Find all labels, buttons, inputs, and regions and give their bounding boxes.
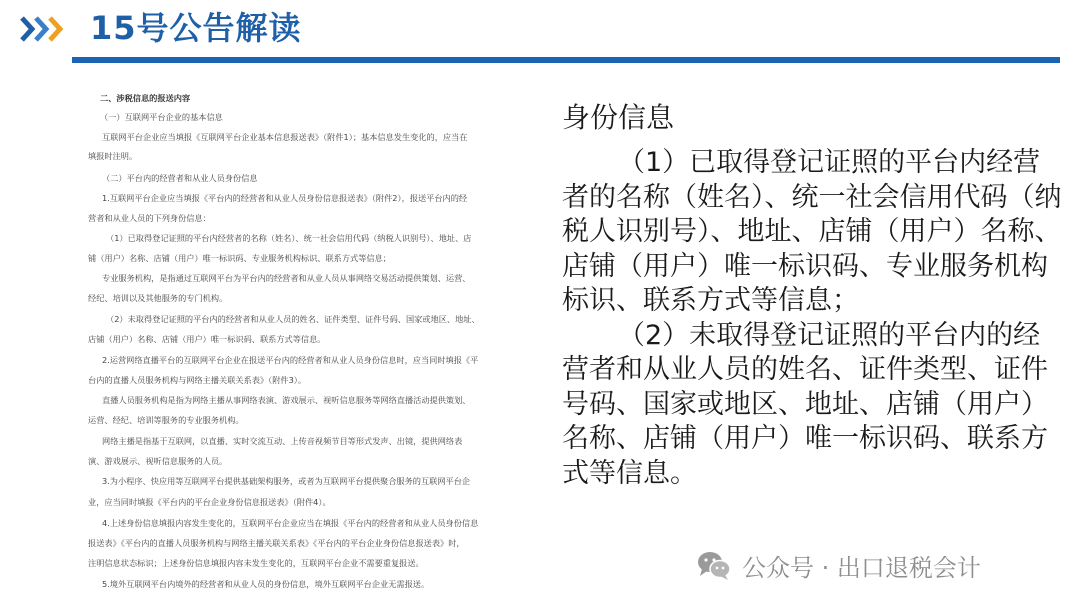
doc-line: 填报时注明。 [88,151,138,161]
doc-line: 台内的直播人员服务机构与网络主播关联关系表》（附件3）。 [88,375,307,385]
doc-line: 经纪、培训以及其他服务的专门机构。 [88,293,228,303]
doc-line: 店铺（用户）名称、店铺（用户）唯一标识码、联系方式等信息。 [88,334,326,344]
summary-panel [562,96,1062,491]
doc-line: 二、涉税信息的报送内容 [100,93,191,103]
doc-line: 网络主播是指基于互联网，以直播、实时交流互动、上传音视频节目等形式发声、出镜，提供网络表 [102,436,463,446]
wechat-icon [696,549,732,581]
doc-line: （1）已取得登记证照的平台内经营者的名称（姓名）、统一社会信用代码（纳税人识别号）、地址、店 [106,233,472,243]
doc-line: 2.运营网络直播平台的互联网平台企业在报送平台内的经营者和从业人员身份信息时，应当同时填报《平 [102,355,479,365]
watermark-text: 公众号 · 出口退税会计 [742,553,981,582]
watermark [696,545,981,585]
title-divider [72,57,1060,63]
summary-paragraph-2: （2）未取得登记证照的平台内的经营者和从业人员的姓名、证件类型、证件号码、国家或地区、地址、店铺（用户）名称、店铺（用户）唯一标识码、联系方式等信息。 [562,319,1048,489]
doc-line: （2）未取得登记证照的平台内的经营者和从业人员的姓名、证件类型、证件号码、国家或地区、地址、 [106,314,480,324]
doc-line: 5.境外互联网平台内境外的经营者和从业人员的身份信息，境外互联网平台企业无需报送。 [102,579,430,589]
doc-line: 4.上述身份信息填报内容发生变化的，互联网平台企业应当在填报《平台内的经营者和从业人员身份信息 [102,518,479,528]
doc-line: 3.为小程序、快应用等互联网平台提供基础架构服务，或者为互联网平台提供聚合服务的互联网平台企 [102,476,471,486]
document-excerpt [88,92,528,597]
doc-line: 1.互联网平台企业应当填报《平台内的经营者和从业人员身份信息报送表》（附件2），报送平台内的经 [102,193,468,203]
doc-line: 互联网平台企业应当填报《互联网平台企业基本信息报送表》（附件1）；基本信息发生变化的，应当在 [102,132,468,142]
doc-line: 营者和从业人员的下列身份信息： [88,213,211,223]
doc-line: 业，应当同时填报《平台内的平台企业身份信息报送表》（附件4）。 [88,497,331,507]
page-title: 15号公告解读 [90,9,302,47]
doc-line: 演、游戏展示、视听信息服务的人员。 [88,456,228,466]
doc-line: 专业服务机构，是指通过互联网平台为平台内的经营者和从业人员从事网络交易活动提供策划、运营、 [102,273,471,283]
doc-line: 直播人员服务机构是指为网络主播从事网络表演、游戏展示、视听信息服务等网络直播活动提供策划、 [102,395,471,405]
doc-line: （一）互联网平台企业的基本信息 [100,112,223,122]
doc-line: 注明信息状态标识；上述身份信息填报内容未发生变化的，互联网平台企业不需要重复报送。 [88,558,424,568]
doc-line: 铺（用户）名称、店铺（用户）唯一标识码、专业服务机构标识、联系方式等信息； [88,253,391,263]
summary-paragraph-1: （1）已取得登记证照的平台内经营者的名称（姓名）、统一社会信用代码（纳税人识别号）、地址、店铺（用户）名称、店铺（用户）唯一标识码、专业服务机构标识、联系方式等信息； [562,147,1062,316]
doc-line: 运营、经纪、培训等服务的专业服务机构。 [88,415,244,425]
doc-line: 报送表》《平台内的直播人员服务机构与网络主播关联关系表》《平台内的平台企业身份信息报送表》时， [88,538,465,548]
summary-heading: 身份信息 [562,101,675,134]
doc-line: （二）平台内的经营者和从业人员身份信息 [102,173,258,183]
double-chevron-icon [18,14,70,44]
